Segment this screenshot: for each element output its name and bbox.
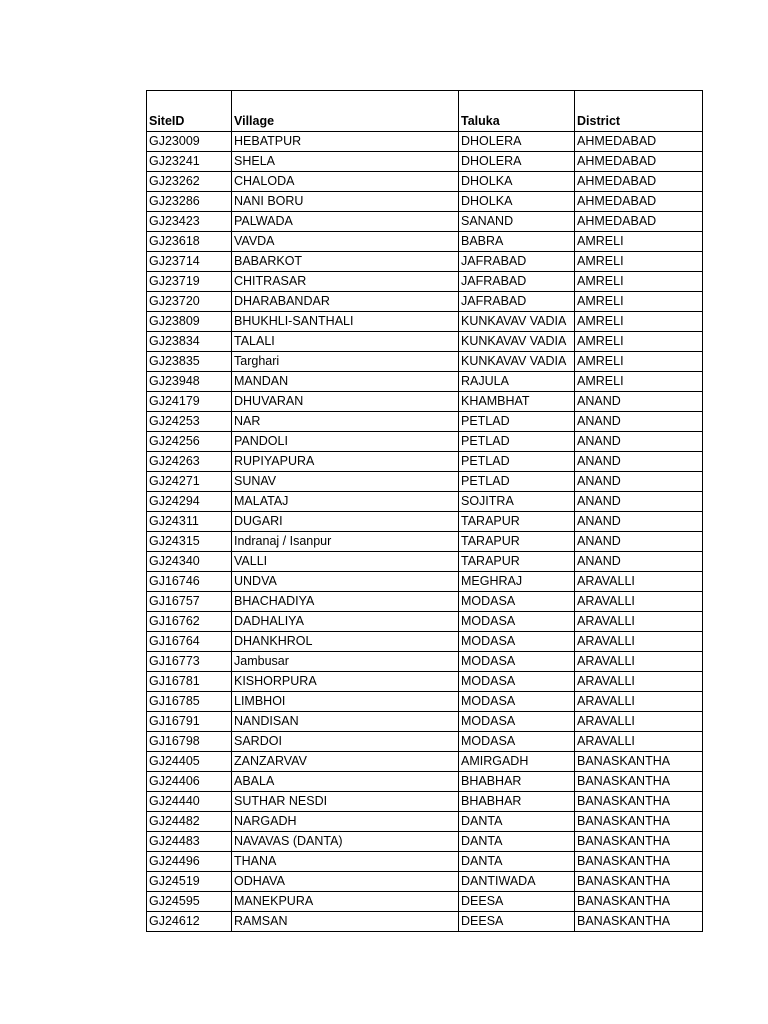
table-row	[147, 492, 703, 512]
cell-district: AMRELI	[575, 352, 703, 372]
cell-village: NANI BORU	[232, 192, 459, 212]
cell-taluka: MEGHRAJ	[459, 572, 575, 592]
table-row	[147, 552, 703, 572]
table-row	[147, 132, 703, 152]
cell-village: DHANKHROL	[232, 632, 459, 652]
cell-district: AMRELI	[575, 372, 703, 392]
cell-taluka: BABRA	[459, 232, 575, 252]
cell-district: ANAND	[575, 552, 703, 572]
table-row	[147, 292, 703, 312]
cell-district: ARAVALLI	[575, 652, 703, 672]
cell-siteid: GJ16764	[147, 632, 232, 652]
cell-siteid: GJ24263	[147, 452, 232, 472]
cell-taluka: MODASA	[459, 732, 575, 752]
cell-district: AHMEDABAD	[575, 132, 703, 152]
cell-village: BHACHADIYA	[232, 592, 459, 612]
cell-district: BANASKANTHA	[575, 892, 703, 912]
cell-village: NAVAVAS (DANTA)	[232, 832, 459, 852]
cell-district: ARAVALLI	[575, 632, 703, 652]
cell-district: ARAVALLI	[575, 672, 703, 692]
cell-siteid: GJ24179	[147, 392, 232, 412]
cell-siteid: GJ24315	[147, 532, 232, 552]
table-row	[147, 532, 703, 552]
cell-village: CHITRASAR	[232, 272, 459, 292]
cell-district: ANAND	[575, 432, 703, 452]
cell-siteid: GJ23834	[147, 332, 232, 352]
cell-district: AMRELI	[575, 332, 703, 352]
cell-siteid: GJ24440	[147, 792, 232, 812]
cell-taluka: TARAPUR	[459, 552, 575, 572]
cell-taluka: PETLAD	[459, 452, 575, 472]
table-row	[147, 372, 703, 392]
cell-taluka: JAFRABAD	[459, 252, 575, 272]
cell-district: AMRELI	[575, 232, 703, 252]
cell-taluka: MODASA	[459, 652, 575, 672]
table-row	[147, 912, 703, 932]
cell-district: AHMEDABAD	[575, 212, 703, 232]
cell-district: BANASKANTHA	[575, 812, 703, 832]
cell-district: ANAND	[575, 452, 703, 472]
cell-district: BANASKANTHA	[575, 832, 703, 852]
cell-district: ANAND	[575, 512, 703, 532]
cell-siteid: GJ16762	[147, 612, 232, 632]
table-row	[147, 412, 703, 432]
table-row	[147, 632, 703, 652]
table-row	[147, 212, 703, 232]
header-siteid: SiteID	[147, 91, 232, 132]
cell-district: BANASKANTHA	[575, 912, 703, 932]
cell-siteid: GJ24595	[147, 892, 232, 912]
cell-taluka: MODASA	[459, 612, 575, 632]
header-row	[147, 91, 703, 132]
cell-siteid: GJ23948	[147, 372, 232, 392]
cell-siteid: GJ24405	[147, 752, 232, 772]
table-row	[147, 652, 703, 672]
cell-taluka: SANAND	[459, 212, 575, 232]
cell-village: ABALA	[232, 772, 459, 792]
cell-taluka: BHABHAR	[459, 772, 575, 792]
cell-taluka: DEESA	[459, 912, 575, 932]
table-body	[147, 132, 703, 932]
cell-taluka: DHOLKA	[459, 172, 575, 192]
table-row	[147, 472, 703, 492]
cell-village: LIMBHOI	[232, 692, 459, 712]
cell-village: DHUVARAN	[232, 392, 459, 412]
cell-siteid: GJ24482	[147, 812, 232, 832]
table-row	[147, 392, 703, 412]
cell-district: AMRELI	[575, 312, 703, 332]
cell-village: RAMSAN	[232, 912, 459, 932]
cell-district: ANAND	[575, 492, 703, 512]
cell-siteid: GJ23286	[147, 192, 232, 212]
cell-siteid: GJ23835	[147, 352, 232, 372]
cell-siteid: GJ24253	[147, 412, 232, 432]
cell-district: BANASKANTHA	[575, 852, 703, 872]
cell-siteid: GJ24483	[147, 832, 232, 852]
table-row	[147, 752, 703, 772]
cell-taluka: MODASA	[459, 592, 575, 612]
cell-taluka: DANTA	[459, 812, 575, 832]
cell-taluka: DANTIWADA	[459, 872, 575, 892]
table-row	[147, 512, 703, 532]
table-row	[147, 452, 703, 472]
cell-village: Targhari	[232, 352, 459, 372]
table-row	[147, 832, 703, 852]
cell-district: AMRELI	[575, 292, 703, 312]
cell-siteid: GJ24340	[147, 552, 232, 572]
cell-siteid: GJ24271	[147, 472, 232, 492]
cell-district: ARAVALLI	[575, 692, 703, 712]
cell-district: BANASKANTHA	[575, 752, 703, 772]
cell-taluka: DANTA	[459, 852, 575, 872]
cell-siteid: GJ16798	[147, 732, 232, 752]
cell-taluka: KUNKAVAV VADIA	[459, 332, 575, 352]
cell-district: AMRELI	[575, 272, 703, 292]
cell-village: UNDVA	[232, 572, 459, 592]
cell-village: BHUKHLI-SANTHALI	[232, 312, 459, 332]
cell-district: ARAVALLI	[575, 712, 703, 732]
cell-district: ARAVALLI	[575, 612, 703, 632]
cell-village: VAVDA	[232, 232, 459, 252]
cell-siteid: GJ16785	[147, 692, 232, 712]
cell-siteid: GJ23618	[147, 232, 232, 252]
cell-taluka: PETLAD	[459, 412, 575, 432]
table-row	[147, 852, 703, 872]
table-row	[147, 592, 703, 612]
cell-siteid: GJ16773	[147, 652, 232, 672]
table-row	[147, 812, 703, 832]
cell-taluka: TARAPUR	[459, 512, 575, 532]
table-row	[147, 332, 703, 352]
table-row	[147, 272, 703, 292]
cell-village: NARGADH	[232, 812, 459, 832]
cell-taluka: JAFRABAD	[459, 292, 575, 312]
cell-siteid: GJ23241	[147, 152, 232, 172]
cell-district: AHMEDABAD	[575, 192, 703, 212]
cell-siteid: GJ24612	[147, 912, 232, 932]
cell-siteid: GJ16781	[147, 672, 232, 692]
table-row	[147, 312, 703, 332]
cell-village: NANDISAN	[232, 712, 459, 732]
cell-district: BANASKANTHA	[575, 792, 703, 812]
cell-siteid: GJ24294	[147, 492, 232, 512]
table-row	[147, 352, 703, 372]
cell-taluka: TARAPUR	[459, 532, 575, 552]
cell-siteid: GJ16746	[147, 572, 232, 592]
cell-district: ANAND	[575, 472, 703, 492]
cell-district: AMRELI	[575, 252, 703, 272]
cell-village: DHARABANDAR	[232, 292, 459, 312]
header-taluka: Taluka	[459, 91, 575, 132]
cell-taluka: PETLAD	[459, 432, 575, 452]
cell-village: MANEKPURA	[232, 892, 459, 912]
cell-taluka: DHOLERA	[459, 152, 575, 172]
cell-siteid: GJ16757	[147, 592, 232, 612]
cell-taluka: DHOLERA	[459, 132, 575, 152]
cell-taluka: DEESA	[459, 892, 575, 912]
cell-siteid: GJ23809	[147, 312, 232, 332]
cell-siteid: GJ24311	[147, 512, 232, 532]
cell-siteid: GJ24406	[147, 772, 232, 792]
cell-village: RUPIYAPURA	[232, 452, 459, 472]
table-row	[147, 732, 703, 752]
cell-village: SUNAV	[232, 472, 459, 492]
cell-village: THANA	[232, 852, 459, 872]
cell-village: PANDOLI	[232, 432, 459, 452]
cell-district: ANAND	[575, 532, 703, 552]
header-district: District	[575, 91, 703, 132]
cell-village: SUTHAR NESDI	[232, 792, 459, 812]
table-row	[147, 432, 703, 452]
cell-village: SHELA	[232, 152, 459, 172]
table-row	[147, 872, 703, 892]
cell-village: ODHAVA	[232, 872, 459, 892]
cell-village: Jambusar	[232, 652, 459, 672]
cell-village: DUGARI	[232, 512, 459, 532]
cell-district: AHMEDABAD	[575, 172, 703, 192]
table-row	[147, 772, 703, 792]
cell-taluka: AMIRGADH	[459, 752, 575, 772]
cell-siteid: GJ23423	[147, 212, 232, 232]
cell-district: ANAND	[575, 412, 703, 432]
cell-taluka: JAFRABAD	[459, 272, 575, 292]
cell-district: ARAVALLI	[575, 732, 703, 752]
header-village: Village	[232, 91, 459, 132]
table-row	[147, 152, 703, 172]
cell-village: MALATAJ	[232, 492, 459, 512]
table-row	[147, 192, 703, 212]
cell-siteid: GJ23009	[147, 132, 232, 152]
cell-taluka: KUNKAVAV VADIA	[459, 352, 575, 372]
cell-village: BABARKOT	[232, 252, 459, 272]
table-row	[147, 692, 703, 712]
cell-village: ZANZARVAV	[232, 752, 459, 772]
cell-taluka: MODASA	[459, 672, 575, 692]
cell-siteid: GJ24519	[147, 872, 232, 892]
cell-taluka: MODASA	[459, 632, 575, 652]
cell-siteid: GJ24256	[147, 432, 232, 452]
cell-taluka: MODASA	[459, 712, 575, 732]
cell-village: VALLI	[232, 552, 459, 572]
cell-village: TALALI	[232, 332, 459, 352]
cell-village: SARDOI	[232, 732, 459, 752]
cell-taluka: KHAMBHAT	[459, 392, 575, 412]
cell-taluka: RAJULA	[459, 372, 575, 392]
cell-taluka: SOJITRA	[459, 492, 575, 512]
table-row	[147, 172, 703, 192]
table-row	[147, 252, 703, 272]
cell-village: Indranaj / Isanpur	[232, 532, 459, 552]
cell-siteid: GJ23720	[147, 292, 232, 312]
cell-village: PALWADA	[232, 212, 459, 232]
cell-siteid: GJ16791	[147, 712, 232, 732]
site-table	[146, 90, 703, 932]
cell-district: ARAVALLI	[575, 572, 703, 592]
cell-village: MANDAN	[232, 372, 459, 392]
cell-village: HEBATPUR	[232, 132, 459, 152]
cell-district: ARAVALLI	[575, 592, 703, 612]
cell-village: KISHORPURA	[232, 672, 459, 692]
table-row	[147, 672, 703, 692]
cell-siteid: GJ24496	[147, 852, 232, 872]
cell-village: NAR	[232, 412, 459, 432]
cell-taluka: BHABHAR	[459, 792, 575, 812]
cell-district: BANASKANTHA	[575, 872, 703, 892]
cell-district: ANAND	[575, 392, 703, 412]
cell-village: DADHALIYA	[232, 612, 459, 632]
cell-siteid: GJ23714	[147, 252, 232, 272]
cell-taluka: MODASA	[459, 692, 575, 712]
table-row	[147, 572, 703, 592]
table-row	[147, 712, 703, 732]
table-row	[147, 892, 703, 912]
cell-taluka: KUNKAVAV VADIA	[459, 312, 575, 332]
cell-siteid: GJ23262	[147, 172, 232, 192]
cell-district: BANASKANTHA	[575, 772, 703, 792]
cell-district: AHMEDABAD	[575, 152, 703, 172]
cell-village: CHALODA	[232, 172, 459, 192]
table-row	[147, 792, 703, 812]
cell-taluka: DANTA	[459, 832, 575, 852]
table-row	[147, 612, 703, 632]
cell-taluka: DHOLKA	[459, 192, 575, 212]
cell-taluka: PETLAD	[459, 472, 575, 492]
table-row	[147, 232, 703, 252]
cell-siteid: GJ23719	[147, 272, 232, 292]
